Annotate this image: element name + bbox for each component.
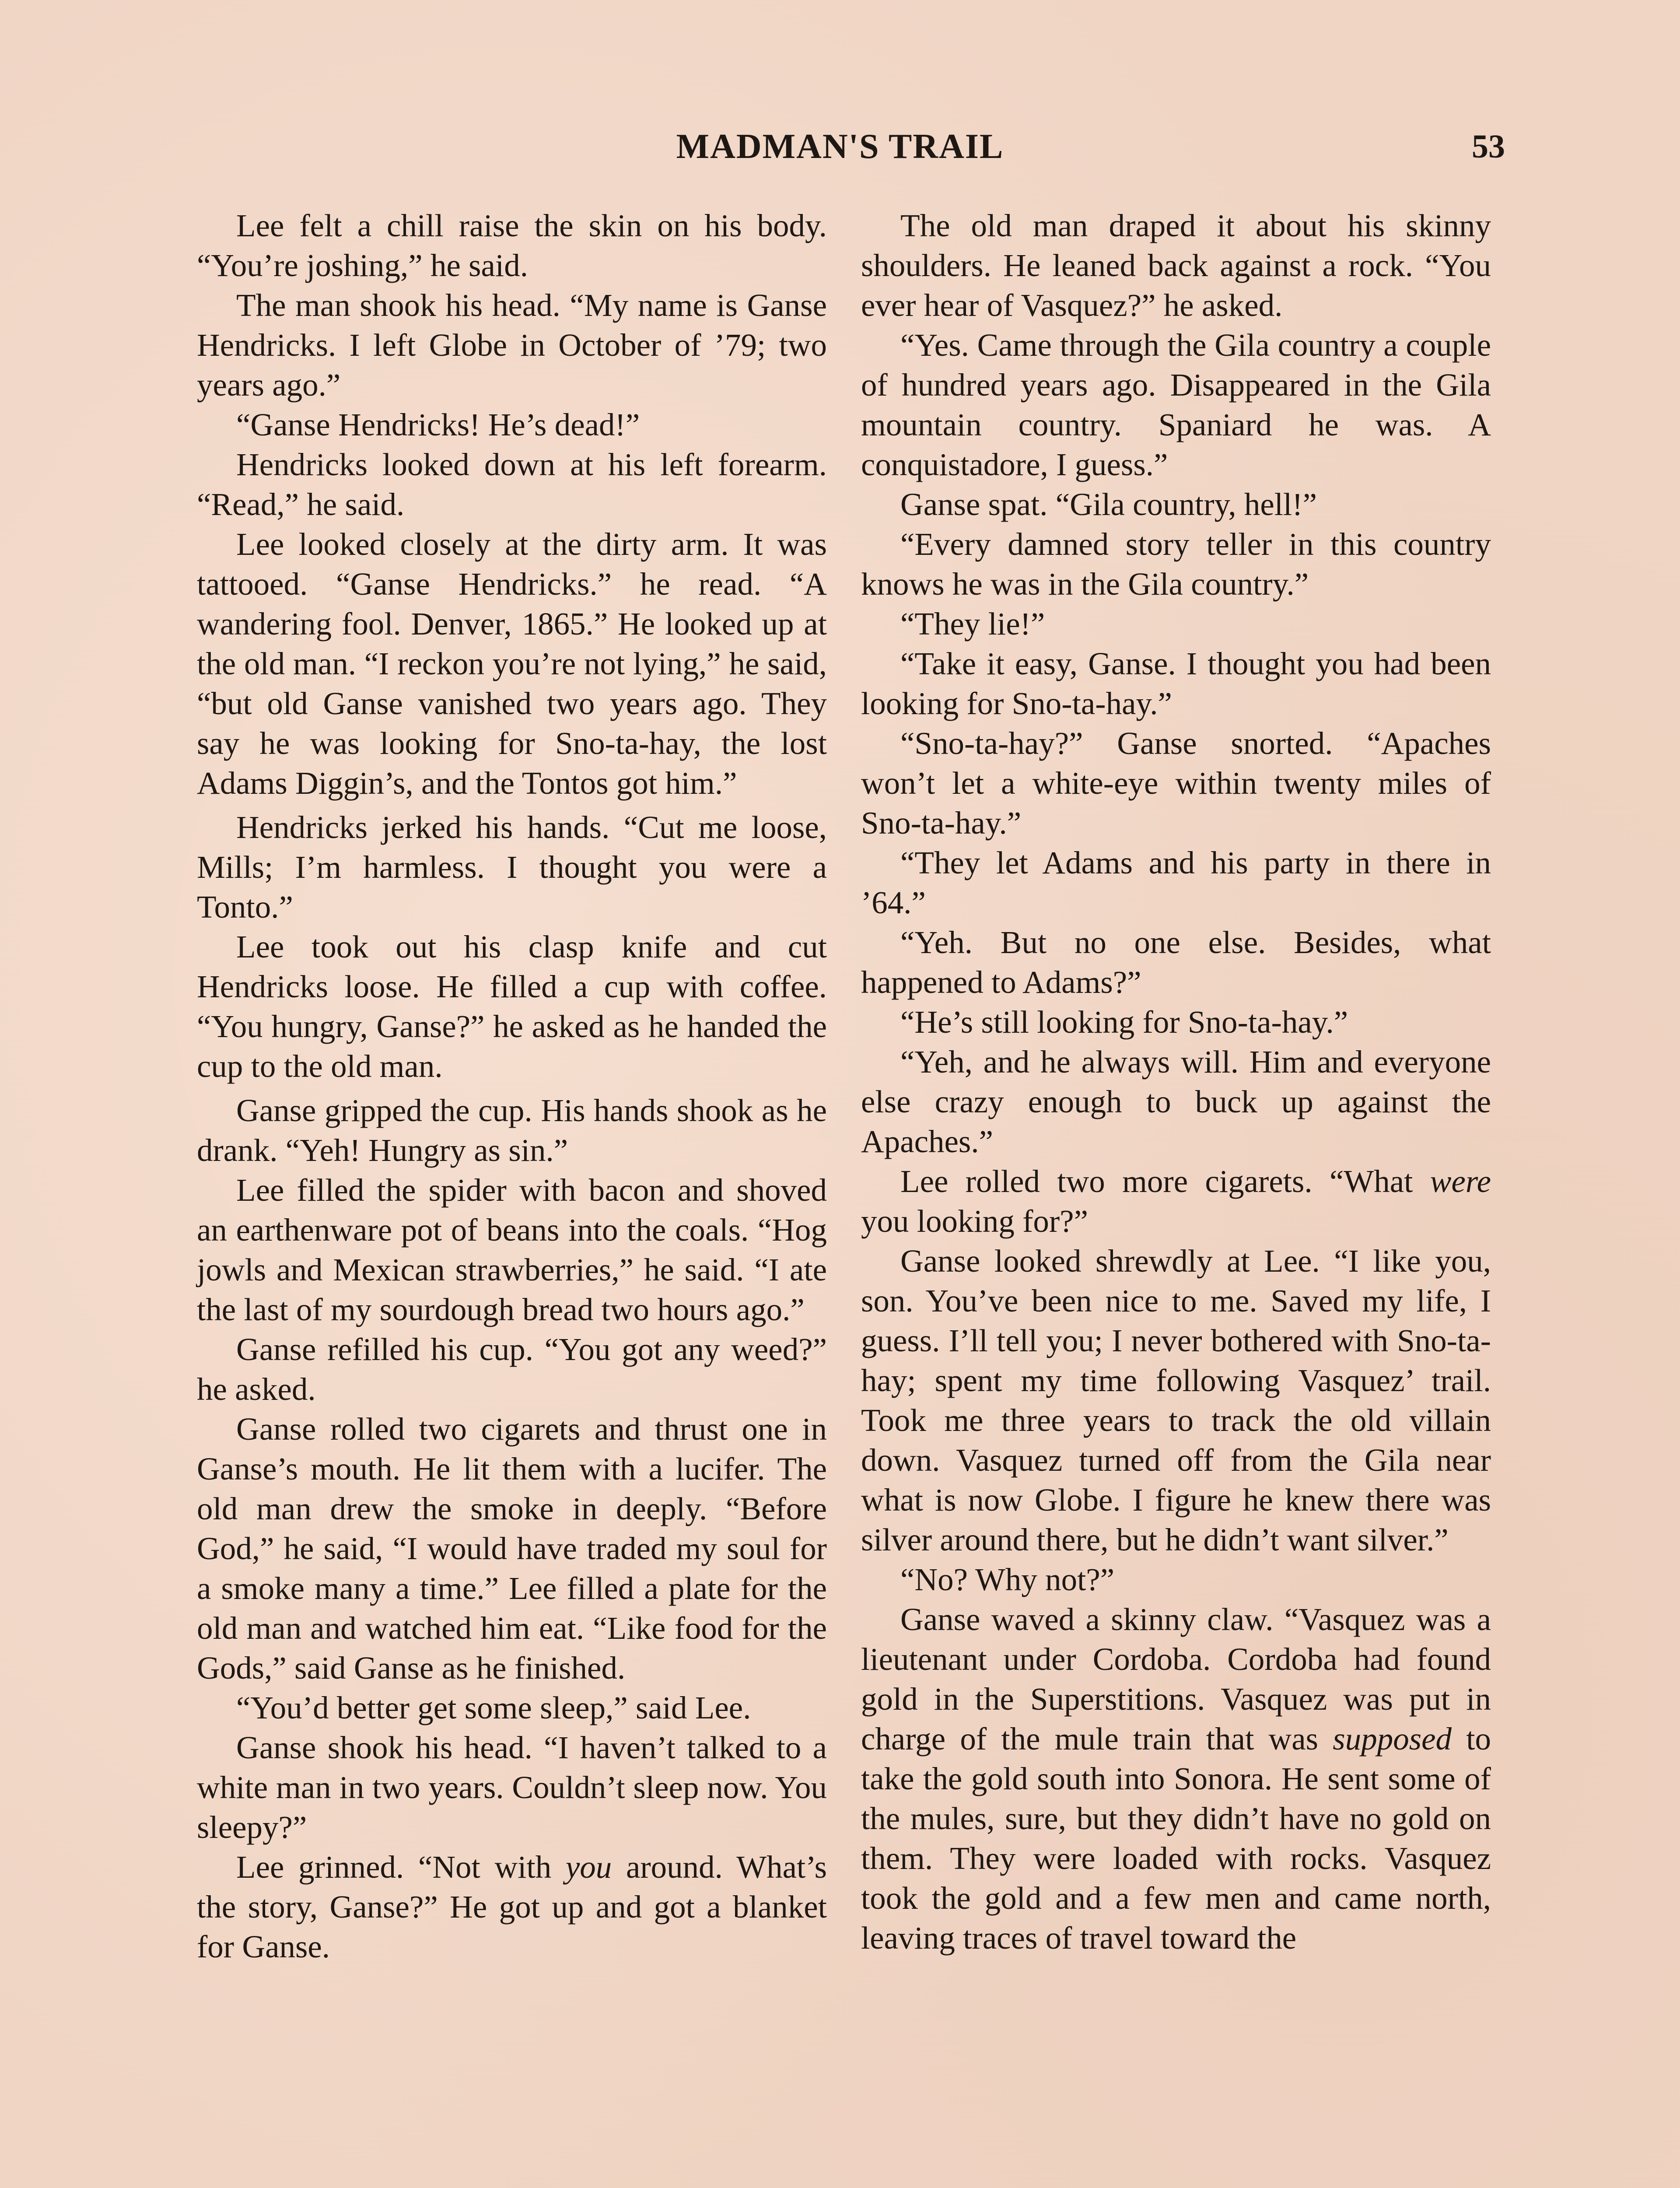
paragraph: The old man draped it about his skinny shoulders. He leaned back against a rock. “You ever hear of Vasquez?” he asked. — [861, 208, 1491, 323]
paragraph — [197, 1847, 827, 1967]
paragraph: Lee looked closely at the dirty arm. It was tattooed. “Ganse Hendricks.” he read. “A wandering fool. Denver, 1865.” He looked up at the old man. “I reckon you’re not lying,” he said, “but old Ganse vanished two years ago. They say he was looking for Sno-ta-hay, the lost Adams Diggin’s, and the Tontos got him.” — [197, 526, 827, 801]
paragraph: Hendricks looked down at his left forearm. “Read,” he said. — [197, 447, 827, 522]
running-head — [0, 123, 1680, 171]
paragraph: “Yeh. But no one else. Besides, what happened to Adams?” — [861, 925, 1491, 1000]
paragraph: Ganse refilled his cup. “You got any weed?” he asked. — [197, 1332, 827, 1407]
right-text-column — [861, 206, 1491, 1958]
text-run: Lee rolled two more cigarets. “What — [900, 1164, 1430, 1199]
paragraph: “No? Why not?” — [900, 1562, 1115, 1597]
paragraph: “Take it easy, Ganse. I thought you had been looking for Sno-ta-hay.” — [861, 646, 1491, 721]
paragraph: “Yeh, and he always will. Him and everyone else crazy enough to buck up against the Apaches.” — [861, 1044, 1491, 1159]
paragraph: “They let Adams and his party in there in ’64.” — [861, 845, 1491, 920]
italic-word: supposed — [1333, 1721, 1452, 1757]
paragraph: Hendricks jerked his hands. “Cut me loose, Mills; I’m harmless. I thought you were a Tonto.” — [197, 810, 827, 925]
paragraph: “Sno-ta-hay?” Ganse snorted. “Apaches won’t let a white-eye within twenty miles of Sno-ta-hay.” — [861, 726, 1491, 841]
paragraph: Ganse shook his head. “I haven’t talked to a white man in two years. Couldn’t sleep now. You sleepy?” — [197, 1730, 827, 1845]
text-run: to take the gold south into Sonora. He sent some of the mules, sure, but they didn’t have no gold on them. They were loaded with rocks. Vasquez took the gold and a few men and came north, leaving traces of travel toward the — [861, 1721, 1491, 1956]
paragraph: “Every damned story teller in this country knows he was in the Gila country.” — [861, 526, 1491, 602]
paragraph: “You’d better get some sleep,” said Lee. — [236, 1690, 751, 1725]
text-run: Ganse waved a skinny claw. “Vasquez was a lieutenant under Cordoba. Cordoba had found gold in the Superstitions. Vasquez was put in charge of the mule train that was — [861, 1602, 1491, 1757]
paragraph: Ganse looked shrewdly at Lee. “I like you, son. You’ve been nice to me. Saved my life, I guess. I’ll tell you; I never bothered with Sno-ta-hay; spent my time following Vasquez’ trail. Took me three years to track the old villain down. Vasquez turned off from the Gila near what is now Globe. I figure he knew there was silver around there, but he didn’t want silver.” — [861, 1243, 1491, 1557]
paragraph: Lee filled the spider with bacon and shoved an earthenware pot of beans into the coals. “Hog jowls and Mexican strawberries,” he said. “I ate the last of my sourdough bread two hours ago.” — [197, 1172, 827, 1327]
paragraph — [861, 1599, 1491, 1958]
text-run: Lee grinned. “Not with — [236, 1849, 566, 1885]
left-text-column — [197, 206, 827, 1967]
italic-word: were — [1430, 1164, 1491, 1199]
paragraph: “They lie!” — [900, 606, 1045, 642]
paragraph — [861, 1161, 1491, 1241]
paragraph: The man shook his head. “My name is Ganse Hendricks. I left Globe in October of ’79; two years ago.” — [197, 288, 827, 403]
paragraph: Ganse rolled two cigarets and thrust one in Ganse’s mouth. He lit them with a lucifer. The old man drew the smoke in deeply. “Before God,” he said, “I would have traded my soul for a smoke many a time.” Lee filled a plate for the old man and watched him eat. “Like food for the Gods,” said Ganse as he finished. — [197, 1411, 827, 1686]
paragraph: Ganse spat. “Gila country, hell!” — [900, 487, 1317, 522]
paragraph: “He’s still looking for Sno-ta-hay.” — [900, 1004, 1348, 1040]
italic-word: you — [565, 1849, 612, 1885]
story-title: MADMAN'S TRAIL — [676, 127, 1004, 166]
text-run: you looking for?” — [861, 1203, 1088, 1239]
page-number: 53 — [1472, 128, 1505, 165]
paragraph: “Yes. Came through the Gila country a couple of hundred years ago. Disappeared in the Gila mountain country. Spaniard he was. A conquistadore, I guess.” — [861, 327, 1491, 482]
paragraph: Lee took out his clasp knife and cut Hendricks loose. He filled a cup with coffee. “You hungry, Ganse?” he asked as he handed the cup to the old man. — [197, 929, 827, 1084]
paragraph: Ganse gripped the cup. His hands shook as he drank. “Yeh! Hungry as sin.” — [197, 1093, 827, 1168]
paragraph: Lee felt a chill raise the skin on his body. “You’re joshing,” he said. — [197, 208, 827, 283]
paragraph: “Ganse Hendricks! He’s dead!” — [236, 407, 640, 442]
text-run: around. What’s the story, Ganse?” He got up and got a blanket for Ganse. — [197, 1849, 827, 1964]
